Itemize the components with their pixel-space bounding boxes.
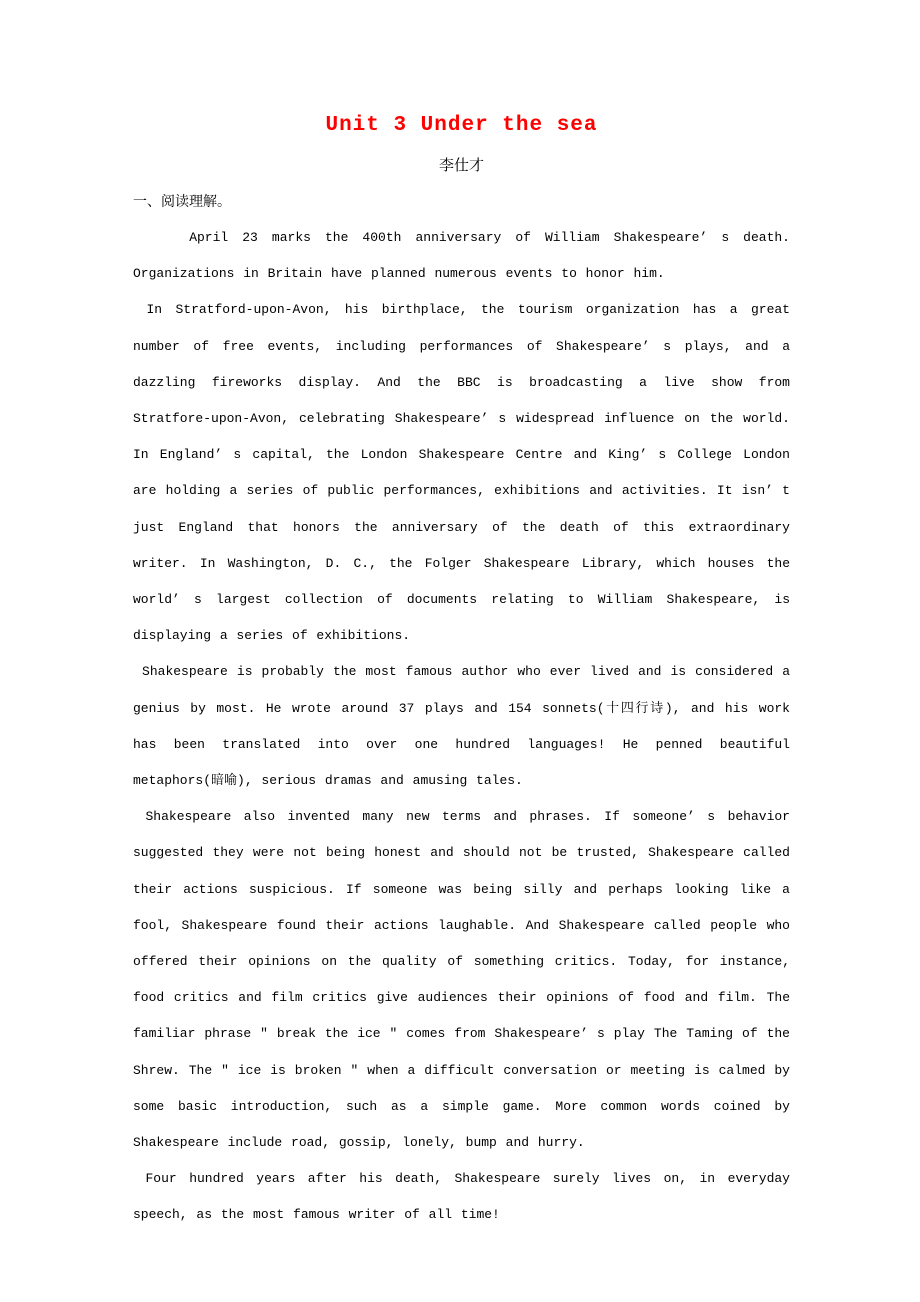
paragraph-phrases: Shakespeare also invented many new terms and phrases. If someone’ s behavior suggested they were not being honest and should not be trusted, Shakespeare called their actions suspicious. If someone was being silly and perhaps looking like a fool, Shakespeare found their actions laughable. And Shakespeare called people who offered their opinions on the quality of something critics. Today, for instance, food critics and film critics give audiences their opinions of food and film. The familiar phrase " break the ice " comes from Shakespeare’ s play The Taming of the Shrew. The " ice is broken " when a difficult conversation or meeting is calmed by some basic introduction, such as a simple game. More common words coined by Shakespeare include road, gossip, lonely, bump and hurry. (133, 809, 799, 1151)
paragraph-conclusion: Four hundred years after his death, Shakespeare surely lives on, in everyday speech, as the most famous writer of all time! (133, 1171, 799, 1223)
author-name: 李仕才 (438, 156, 484, 174)
document-title: Unit 3 Under the sea (325, 114, 598, 137)
paragraph-intro: April 23 marks the 400th anniversary of William Shakespeare’ s death. Organizations in Britain have planned numerous events to honor him. (133, 230, 799, 282)
section-heading: 一、阅读理解。 (133, 194, 231, 210)
paragraph-works: Shakespeare is probably the most famous author who ever lived and is considered a genius by most. He wrote around 37 plays and 154 sonnets(十四行诗), and his work has been translated into over one hundred languages! He penned beautiful metaphors(暗喻), serious dramas and amusing tales. (133, 664, 799, 789)
paragraph-events: In Stratford-upon-Avon, his birthplace, the tourism organization has a great number of free events, including performances of Shakespeare’ s plays, and a dazzling fireworks display. And the BBC is broadcasting a live show from Stratfore-upon-Avon, celebrating Shakespeare’ s widespread influence on the world. In England’ s capital, the London Shakespeare Centre and King’ s College London are holding a series of public performances, exhibitions and activities. It isn’ t just England that honors the anniversary of the death of this extraordinary writer. In Washington, D. C., the Folger Shakespeare Library, which houses the world’ s largest collection of documents relating to William Shakespeare, is displaying a series of exhibitions. (133, 302, 799, 644)
